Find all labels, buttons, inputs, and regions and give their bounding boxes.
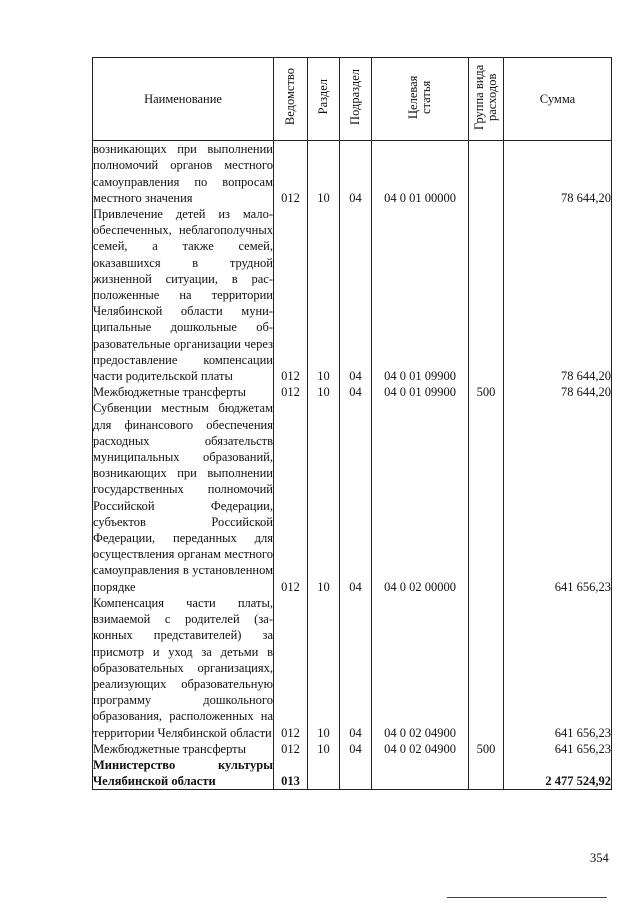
row-name: Компенсация части платы, взимаемой с родителей (законных представителей) за присмотр и уход за детьми в образовательных организациях, реализующих образовательную программу дошкольного образования, расположенных на территории Челябинской области bbox=[93, 595, 273, 740]
header-name: Наименование bbox=[93, 58, 274, 141]
header-dept: Ведомство bbox=[274, 58, 308, 141]
header-section: Раздел bbox=[308, 58, 340, 141]
row-name: Министерство культуры Челябинской области bbox=[93, 757, 273, 789]
row-sum: 641 656,23 bbox=[504, 741, 612, 757]
row-group bbox=[469, 400, 504, 594]
row-subsection: 04 bbox=[340, 206, 372, 384]
table-row bbox=[93, 741, 612, 757]
row-group bbox=[469, 757, 504, 790]
row-dept: 012 bbox=[274, 206, 308, 384]
row-target: 04 0 02 00000 bbox=[372, 400, 469, 594]
row-dept: 012 bbox=[274, 141, 308, 206]
row-group bbox=[469, 206, 504, 384]
row-section: 10 bbox=[308, 400, 340, 594]
header-target: Целевая статья bbox=[372, 58, 469, 141]
table-row bbox=[93, 757, 612, 790]
row-section: 10 bbox=[308, 595, 340, 741]
row-name: возникающих при выполнении полномочий органов местного самоуправления по вопросам местного значения bbox=[93, 142, 273, 205]
row-sum: 641 656,23 bbox=[504, 400, 612, 594]
row-target: 04 0 01 09900 bbox=[372, 384, 469, 400]
row-dept: 013 bbox=[274, 757, 308, 790]
row-sum: 78 644,20 bbox=[504, 141, 612, 206]
table-row bbox=[93, 400, 612, 594]
row-dept: 012 bbox=[274, 595, 308, 741]
row-name: Межбюджетные трансферты bbox=[93, 741, 274, 757]
row-subsection: 04 bbox=[340, 141, 372, 206]
row-target: 04 0 01 00000 bbox=[372, 141, 469, 206]
row-subsection bbox=[340, 757, 372, 790]
table-row bbox=[93, 384, 612, 400]
row-sum: 78 644,20 bbox=[504, 206, 612, 384]
table-row bbox=[93, 141, 612, 206]
row-target: 04 0 02 04900 bbox=[372, 595, 469, 741]
table-row bbox=[93, 595, 612, 741]
table-row bbox=[93, 206, 612, 384]
header-group: Группа вида расходов bbox=[469, 58, 504, 141]
header-sum: Сумма bbox=[504, 58, 612, 141]
row-dept: 012 bbox=[274, 400, 308, 594]
row-subsection: 04 bbox=[340, 595, 372, 741]
row-subsection: 04 bbox=[340, 384, 372, 400]
row-section: 10 bbox=[308, 206, 340, 384]
row-name: Субвенции местным бюджетам для финансового обеспечения расходных обязательств муниципальных образований, возникающих при выполнении государственных полномочий Российской Федерации, субъектов Российской Федерации, переданных для осуществления органам местного самоуправления в установленном порядке bbox=[93, 401, 273, 594]
budget-table bbox=[92, 57, 612, 790]
row-group: 500 bbox=[469, 741, 504, 757]
row-sum: 641 656,23 bbox=[504, 595, 612, 741]
row-group bbox=[469, 141, 504, 206]
row-section: 10 bbox=[308, 741, 340, 757]
row-section: 10 bbox=[308, 141, 340, 206]
row-sum: 78 644,20 bbox=[504, 384, 612, 400]
table-header-row bbox=[93, 58, 612, 141]
footer-line bbox=[447, 897, 607, 898]
row-name: Привлечение детей из малообеспеченных, неблагополучных семей, а также семей, оказавшихся в трудной жизненной ситуации, в расположенные на территории Челябинской области муниципальные дошкольные образовательные организации через предоставление компенсации части родительской платы bbox=[93, 207, 273, 384]
row-subsection: 04 bbox=[340, 400, 372, 594]
row-section bbox=[308, 757, 340, 790]
page-number: 354 bbox=[590, 851, 609, 865]
row-target: 04 0 02 04900 bbox=[372, 741, 469, 757]
row-dept: 012 bbox=[274, 384, 308, 400]
row-section: 10 bbox=[308, 384, 340, 400]
row-group: 500 bbox=[469, 384, 504, 400]
header-subsection: Подраздел bbox=[340, 58, 372, 141]
row-sum: 2 477 524,92 bbox=[504, 757, 612, 790]
row-subsection: 04 bbox=[340, 741, 372, 757]
row-name: Межбюджетные трансферты bbox=[93, 384, 274, 400]
row-target: 04 0 01 09900 bbox=[372, 206, 469, 384]
row-dept: 012 bbox=[274, 741, 308, 757]
row-group bbox=[469, 595, 504, 741]
row-target bbox=[372, 757, 469, 790]
